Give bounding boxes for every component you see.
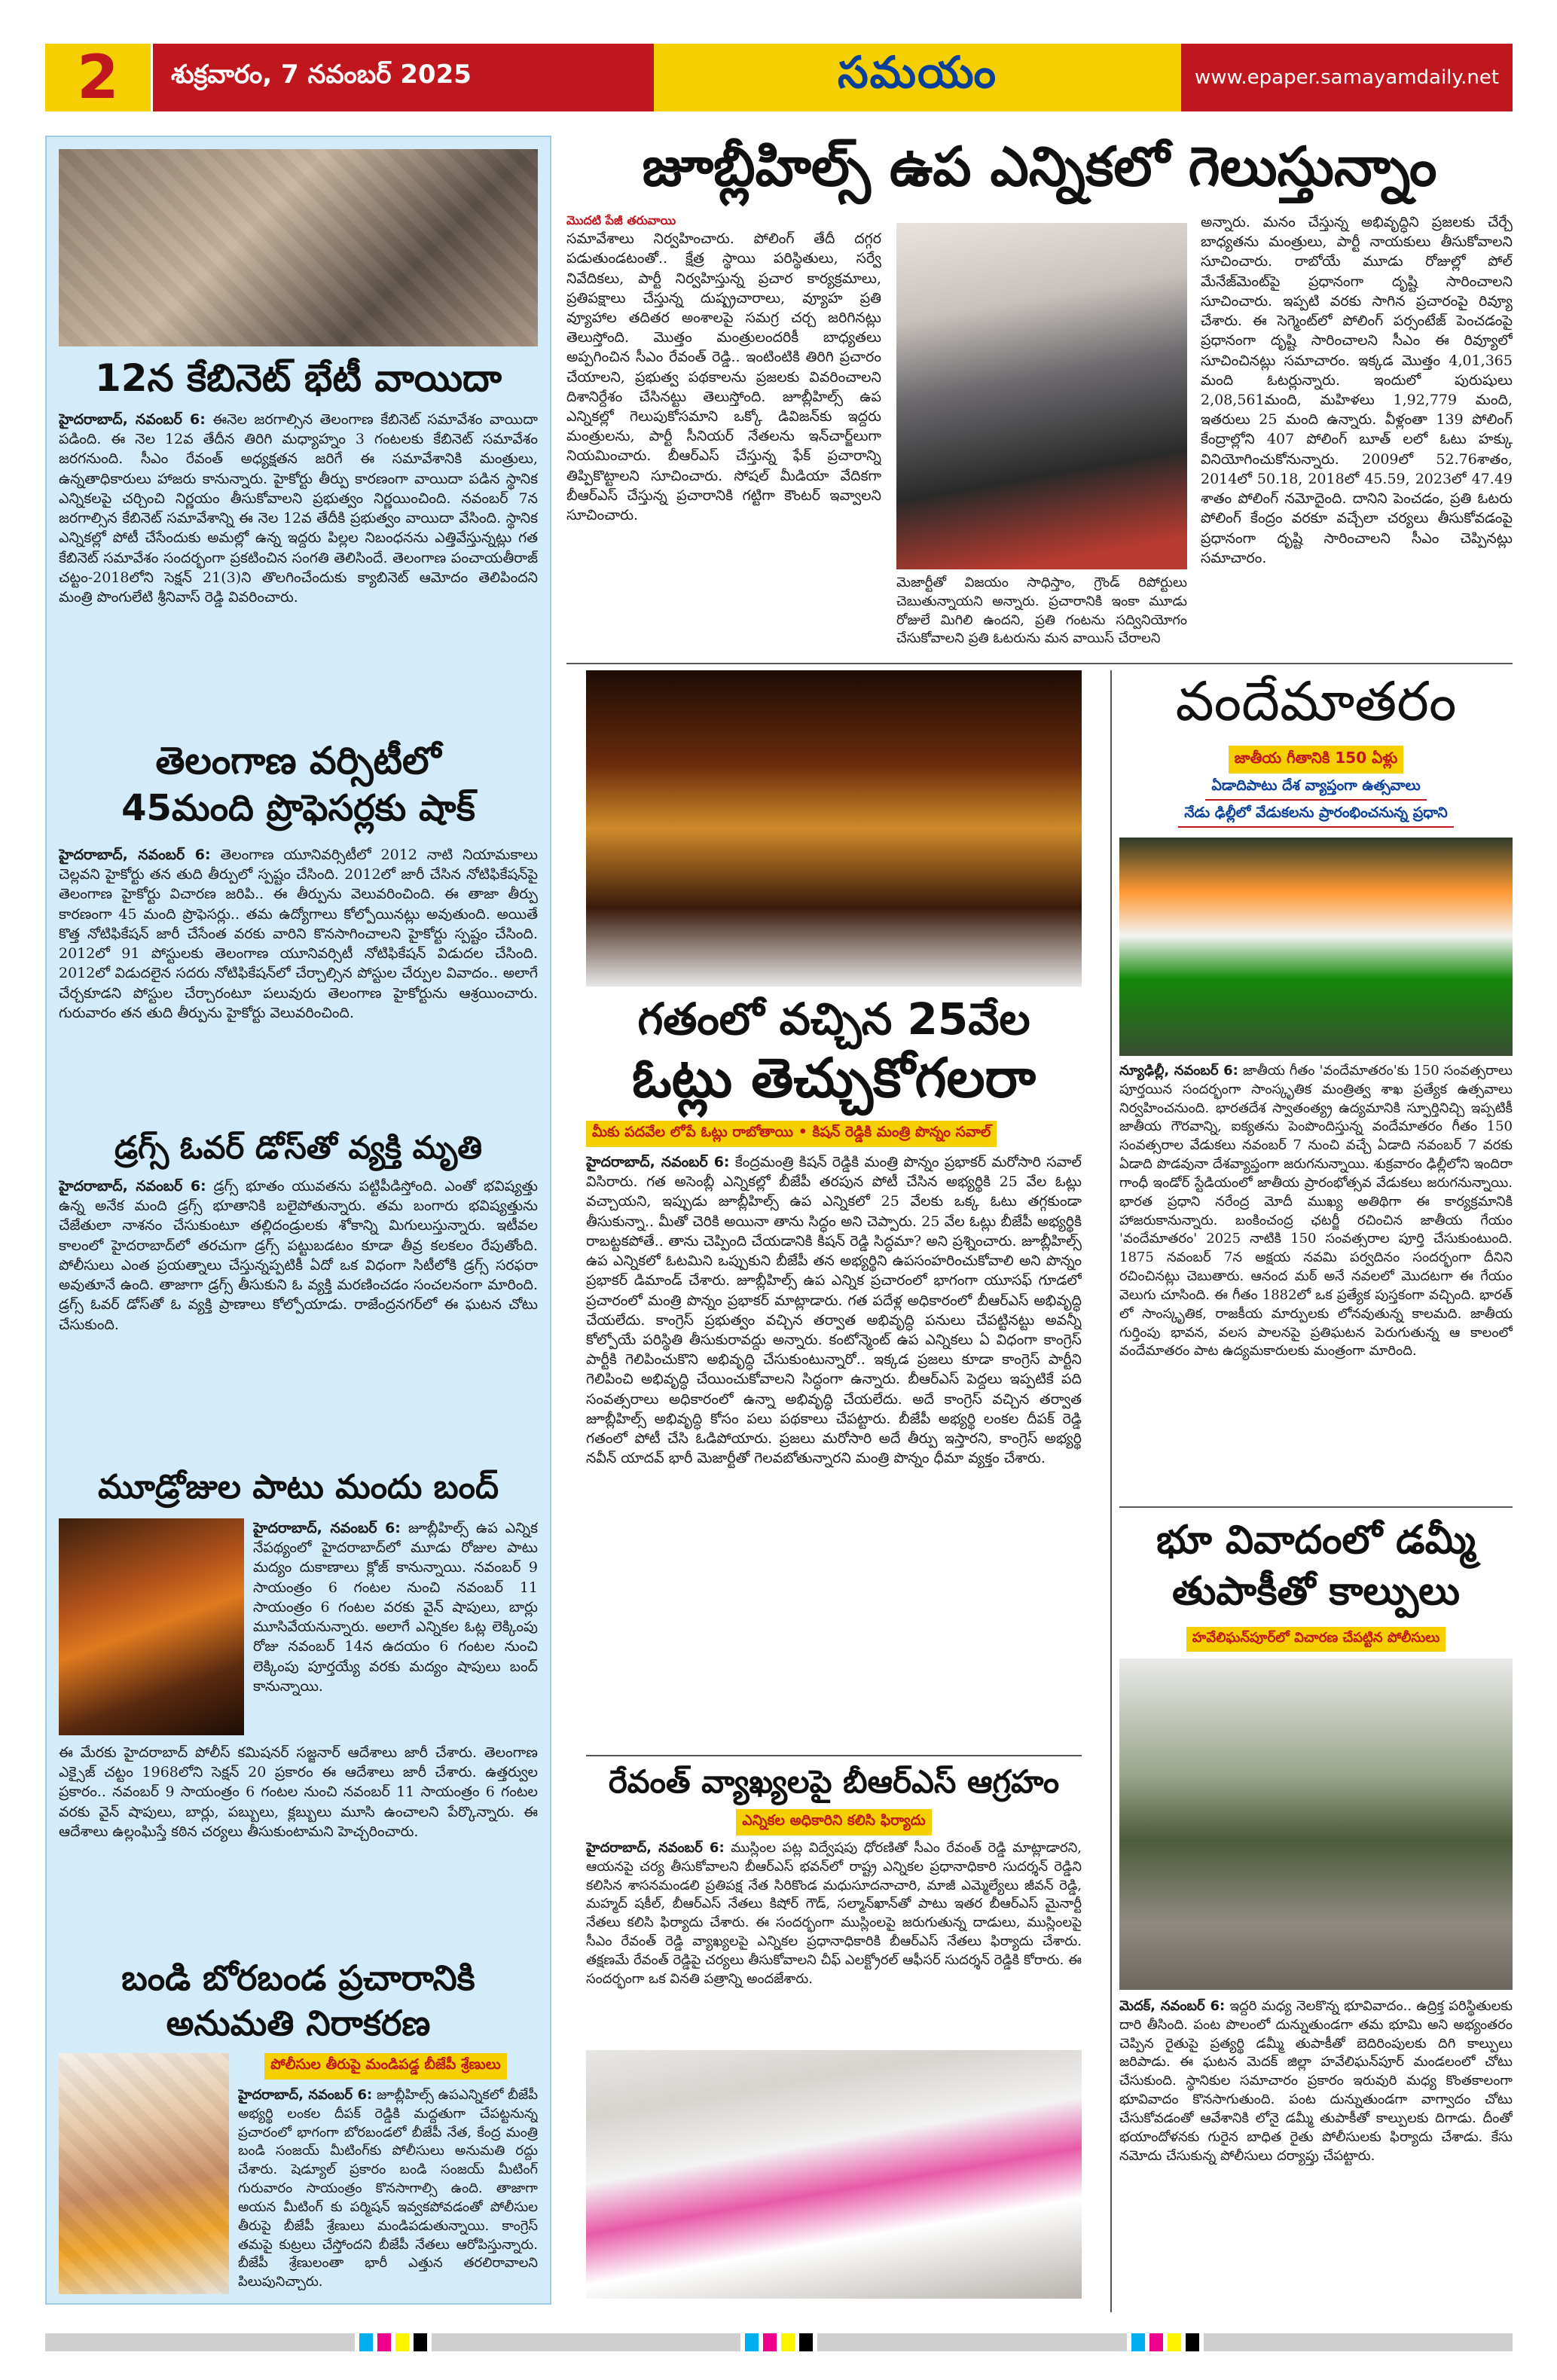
article-jubilee	[566, 136, 1513, 663]
color-bar-strip	[432, 2333, 741, 2351]
jubilee-col1-text: సమావేశాలు నిర్వహించారు. పోలింగ్ తేదీ దగ్గర పడుతుండటంతో.. క్షేత్ర స్థాయి పరిస్థితులు, సర్వే నివేదికలు, పార్టీ నిర్వహిస్తున్న ప్రచార కార్యక్రమాలు, ప్రతిపక్షాలు చేస్తున్న దుష్ప్రచారాలు, వ్యూహ ప్రతి వ్యూహాల తదితర అంశాలపై సమగ్ర చర్చ జరిగినట్లు తెలుస్తోంది. మొత్తం మంత్రులందరికీ బాధ్యతలు అప్పగించిన సీఎం రేవంత్ రెడ్డి.. ఇంటింటికి తిరిగి ప్రచారం చేయాలని, ప్రభుత్వ పథకాలను ప్రజలకు వివరించాలని దిశానిర్దేశం చేసినట్టు తెలుస్తోంది. జూబ్లీహిల్స్ ఉప ఎన్నికల్లో గెలుపుకోసమాని ఒక్కో డివిజన్‌కు ఇద్దరు మంత్రులను, పార్టీ సీనియర్ నేతలను ఇన్‌చార్జ్‌లుగా నియమించారు. బీఆర్ఎస్ చేస్తున్న ఫేక్ ప్రచారాన్ని తిప్పికొట్టాలని సూచించారు. సోషల్ మీడియా వేదికగా బీఆర్ఎస్ చేస్తున్న ప్రచారానికి గట్టిగా కౌంటర్ ఇవ్వాలని సూచించారు.	[566, 230, 881, 524]
jubilee-col3: అన్నారు. మనం చేస్తున్న అభివృద్ధిని ప్రజలకు చేర్చే బాధ్యతను మంత్రులు, పార్టీ నాయకులు తీసుకోవాలని సూచించారు. రాబోయే మూడు రోజుల్లో పోల్ మేనేజ్‌మెంట్‌పై ప్రధానంగా దృష్టి సారించాలని సూచించారు. ఇప్పటి వరకు సాగిన ప్రచారంపై రివ్యూ చేశారు. ఈ సెగ్మెంట్‌లో పోలింగ్ పర్సంటేజ్ పెంచడంపై ప్రధానంగా దృష్టి సారించాలని సీఎం ఈ రివ్యూలో సూచించినట్లు సమాచారం. ఇక్కడ మొత్తం 4,01,365 మంది ఓటర్లున్నారు. ఇందులో పురుషులు 2,08,561మంది, మహిళలు 1,92,779 మంది, ఇతరులు 25 మంది ఉన్నారు. వీళ్లంతా 139 పోలింగ్ కేంద్రాల్లోని 407 పోలింగ్ బూత్ లలో ఓటు హక్కు వినియోగించుకోనున్నారు. 2009లో 52.76శాతం, 2014లో 50.18, 2018లో 45.59, 2023లో 47.49 శాతం పోలింగ్ నమోదైంది. దానిని పెంచడం, ప్రతి ఓటరు పోలింగ్ కేంద్రం వరకూ వచ్చేలా చర్యలు తీసుకోవడంపై ప్రధానంగా దృష్టి సారించాలని సీఎం చెప్పినట్లు సమాచారం.	[1201, 214, 1513, 566]
cyan-swatch	[359, 2333, 373, 2351]
yellow-swatch	[395, 2333, 409, 2351]
magenta-swatch	[377, 2333, 391, 2351]
bandi-headline-1: బండి బోరబండ ప్రచారానికి	[121, 1958, 475, 1998]
vande-subhead-2-box	[1119, 776, 1513, 801]
bandi-body	[238, 2086, 538, 2299]
brs-body	[586, 1839, 1082, 2043]
bandi-subhead-box	[235, 2053, 536, 2079]
bandi-subhead: పోలీసుల తీరుపై మండిపడ్డ బీజేపీ శ్రేణులు	[264, 2053, 507, 2079]
yellow-swatch	[781, 2333, 795, 2351]
kishan-subhead: మీకు పదవేల లోపే ఓట్లు రాబోతాయి • కిషన్ రెడ్డికి మంత్రి పొన్నం సవాల్	[586, 1121, 997, 1147]
print-color-bar	[45, 2331, 1513, 2354]
land-dateline: మెదక్, నవంబర్ 6:	[1119, 1998, 1226, 2014]
land-subhead-box	[1119, 1627, 1513, 1652]
land-headline-1: భూ వివాదంలో డమ్మీ	[1156, 1518, 1476, 1563]
university-headline-1: తెలంగాణ వర్సిటీలో	[155, 740, 441, 783]
brs-dateline: హైదరాబాద్, నవంబర్ 6:	[586, 1840, 725, 1856]
kishan-dateline: హైదరాబాద్, నవంబర్ 6:	[586, 1154, 730, 1170]
magenta-swatch	[1149, 2333, 1163, 2351]
cyan-swatch	[1131, 2333, 1145, 2351]
rule-jubilee-bottom	[566, 663, 1513, 664]
university-body	[59, 845, 538, 1116]
brs-subhead-box	[566, 1809, 1101, 1835]
brs-text: ముస్లింల పట్ల విద్వేషపు ధోరణితో సీఎం రేవంత్ రెడ్డి మాట్లాడారని, ఆయనపై చర్య తీసుకోవాలని బీఆర్ఎస్ భవన్‌లో రాష్ట్ర ఎన్నికల ప్రధానాధికారి సుదర్శన్ రెడ్డిని కలిసిన శాసనమండలి ప్రతిపక్ష నేత సిరికొండ మధుసూదనాచారి, మాజీ ఎమ్మెల్యేలు జీవన్ రెడ్డి, మహ్మద్ షకీల్, బీఆర్ఎస్ నేతలు కిషోర్ గౌడ్, సల్మాన్‌ఖాన్‌తో పాటు ఇతర బీఆర్ఎస్ మైనార్టీ నేతలు కలిసి ఫిర్యాదు చేశారు. ఈ సందర్భంగా ముస్లింలపై జరుగుతున్న దాడులు, ముస్లింలపై సీఎం రేవంత్ రెడ్డి వ్యాఖ్యలపై ఎన్నికల ప్రధానాధికారికి బీఆర్ఎస్ నేతలు ఫిర్యాదు చేశారు. తక్షణమే రేవంత్ రెడ్డిపై చర్యలు తీసుకోవాలని చీఫ్ ఎలక్ట్రోరల్ ఆఫీసర్ సుదర్శన్ రెడ్డికి కోరారు. ఈ సందర్భంగా ఒక వినతి పత్రాన్ని అందజేశారు.	[586, 1840, 1082, 1987]
cabinet-meeting-photo	[59, 149, 538, 346]
kishan-headline-1: గతంలో వచ్చిన 25వేల	[637, 993, 1030, 1045]
jubilee-col1	[566, 212, 881, 657]
cabinet-dateline: హైదరాబాద్, నవంబర్ 6:	[59, 411, 206, 428]
revanth-speaking-photo	[896, 223, 1187, 569]
liquor-headline: మూడ్రోజుల పాటు మందు బంద్	[97, 1469, 499, 1506]
article-vande	[1119, 670, 1513, 1499]
rule-right-column	[1110, 670, 1112, 2312]
vande-text: జాతీయ గీతం 'వందేమాతరం'కు 150 సంవత్సరాలు పూర్తయిన సందర్భంగా సాంస్కృతిక మంత్రిత్వ శాఖ ప్రత్యేక ఉత్సవాలు నిర్వహించనుంది. భారతదేశ స్వాతంత్య్ర ఉద్యమానికి స్ఫూర్తినిచ్చి ఇప్పటికీ జాతీయ గౌరవాన్ని, ఐక్యతను పెంపొందిస్తున్న వందేమాతరం గీతం 150 సంవత్సరాల వేడుకలు నవంబర్ 7 నుంచి వచ్చే ఏడాది నవంబర్ 7 వరకు ఏడాది పొడవునా దేశవ్యాప్తంగా జరుగనున్నాయి. శుక్రవారం ఢిల్లీలోని ఇందిరా గాంధీ ఇండోర్ స్టేడియంలో జాతీయ ప్రారంభోత్సవ వేడుకలు జరుగనున్నాయి. భారత ప్రధాని నరేంద్ర మోదీ ముఖ్య అతిథిగా ఈ కార్యక్రమానికి హాజరుకానున్నారు. బంకించంద్ర ఛటర్జీ రచించిన జాతీయ గేయం 'వందేమాతరం' 2025 నాటికి 150 సంవత్సరాల పూర్తి చేసుకుంటుంది. 1875 నవంబర్ 7న అక్షయ నవమి పర్వదినం సందర్భంగా దీనిని రచించినట్లు చెబుతారు. ఆనంద మఠ్ అనే నవలలో మొదటగా ఈ గేయం వెలుగు చూసింది. ఈ గీతం 1882లో ఒక ప్రత్యేక పుస్తకంగా వచ్చింది. భారత్ లో సాంస్కృతిక, రాజకీయ మార్పులకు లోనవుతున్న కాలమది. జాతీయ గుర్తింపు భావన, వలస పాలనపై ప్రతిఘటన పెరుగుతున్న ఆ కాలంలో వందేమాతరం పాట ఉద్యమకారులకు మంత్రంగా మారింది.	[1119, 1063, 1513, 1359]
jubilee-byline: మొదటి పేజీ తరువాయి	[566, 213, 676, 227]
article-drugs	[47, 1130, 550, 1461]
land-text: ఇద్దరి మధ్య నెలకొన్న భూవివాదం.. ఉద్రిక్త పరిస్థితులకు దారి తీసింది. పంట పొలంలో దున్నుతుండగా తమ భూమి అని అభ్యంతరం చెప్పిన రైతుపై ప్రత్యర్థి డమ్మీ తుపాకీతో బెదిరింపులకు దిగి కాల్పులు జరిపాడు. ఈ ఘటన మెదక్ జిల్లా హవేలిఘన్‌పూర్ మండలంలో చోటు చేసుకుంది. స్థానికుల సమాచారం ప్రకారం ఇరువురి మధ్య కొంతకాలంగా భూవివాదం కొనసాగుతుంది. పంట దున్నుతుండగా వాగ్వాదం చోటు చేసుకోవడంతో ఆవేశానికి లోనై డమ్మీ తుపాకీతో కాల్పులకు దిగాడు. దీంతో భయాందోళనకు గురైన బాధిత రైతు పోలీసులకు ఫిర్యాదు చేశాడు. కేసు నమోదు చేసుకున్న పోలీసులు దర్యాప్తు చేపట్టారు.	[1119, 1998, 1513, 2164]
kishan-text: కేంద్రమంత్రి కిషన్ రెడ్డికి మంత్రి పొన్నం ప్రభాకర్ మరోసారి సవాల్ విసిరారు. గత అసెంబ్లీ ఎన్నికల్లో బీజేపీ తరపున పోటీ చేసిన అభ్యర్థికి 25 వేల ఓట్లు వచ్చాయని, ఇప్పుడు జూబ్లీహిల్స్ ఉప ఎన్నికలో 25 వేలకు ఒక్క ఓటు తగ్గకుండా తీసుకున్నా.. మీతో చెరికి అయినా తాను సిద్ధం అని చెప్పారు. 25 వేల ఓట్లు బీజేపీ అభ్యర్థికి రాబట్టకపోతే.. తాను చెప్పింది చేయడానికి కిషన్ రెడ్డి సిద్ధమా? అని ప్రశ్నించారు. జూబ్లీహిల్స్ ఉప ఎన్నికలో ఓటమిని ఒప్పుకుని బీజేపీ తన అభ్యర్థిని ఉపసంహరించుకోవాలి అని పొన్నం ప్రభాకర్ డిమాండ్ చేశారు. జూబ్లీహిల్స్ ఉప ఎన్నిక ప్రచారంలో భాగంగా యూసఫ్ గూడలో ప్రచారంలో మంత్రి పొన్నం ప్రభాకర్ మాట్లాడారు. గత పదేళ్ల అధికారంలో బీఆర్ఎస్ అభివృద్ధి చేయలేదు. కాంగ్రెస్ ప్రభుత్వం వచ్చిన తర్వాత అభివృద్ధి పనులు చేపట్టినట్టు అవన్నీ కోల్పోయే పరిస్థితి తీసుకురావద్దు అన్నారు. కంటోన్మెంట్ ఉప ఎన్నికలు ఏ విధంగా కాంగ్రెస్ పార్టీకి గెలిపించుకొని అభివృద్ధి చేసుకుంటున్నారో.. ఇక్కడ ప్రజలు కూడా కాంగ్రెస్ పార్టీని గెలిపించి అభివృద్ధి చేయించుకోవాలని సిద్ధంగా ఉన్నారు. బీఆర్ఎస్ పెద్దలు ఇప్పటికే పది సంవత్సరాలు అధికారంలో ఉన్నా అభివృద్ధి చేయలేదు. అదే కాంగ్రెస్ వచ్చిన తర్వాత జూబ్లీహిల్స్ అభివృద్ధి కోసం పలు పథకాలు చేపట్టారు. బీజేపీ అభ్యర్థి లంకల దీపక్ రెడ్డి గతంలో పోటీ చేసి ఓడిపోయారు. ప్రజలు మరోసారి అదే తీర్పు ఇస్తారని, కాంగ్రెస్ అభ్యర్థి నవీన్ యాదవ్ భారీ మెజార్టీతో గెలవబోతున్నారని మంత్రి పొన్నం ధీమా వ్యక్తం చేశారు.	[586, 1154, 1082, 1467]
kishan-headline-2: ఓట్లు తెచ్చుకోగలరా	[632, 1046, 1036, 1109]
cabinet-body	[59, 410, 538, 726]
rule-brs-top	[586, 1755, 1082, 1756]
article-brs	[566, 1755, 1101, 2312]
vande-headline: వందేమాతరం	[1175, 670, 1457, 733]
land-body	[1119, 1997, 1513, 2306]
article-kishan	[566, 670, 1101, 1747]
brs-subhead: ఎన్నికల అధికారిని కలిసి ఫిర్యాదు	[736, 1809, 931, 1835]
brs-headline: రేవంత్ వ్యాఖ్యలపై బీఆర్ఎస్ ఆగ్రహం	[608, 1763, 1060, 1800]
cabinet-text: ఈనెల జరగాల్సిన తెలంగాణ కేబినెట్ సమావేశం వాయిదా పడింది. ఈ నెల 12వ తేదీన తిరిగి మధ్యాహ్నం 3 గంటలకు కేబినెట్ సమావేశం జరగనుంది. సీఎం రేవంత్ అధ్యక్షతన జరిగే ఈ సమావేశానికి మంత్రులు, ఉన్నతాధికారులు హాజరు కానున్నారు. హైకోర్టు తీర్పు కారణంగా వాయిదా పడిన స్థానిక ఎన్నికలపై చర్చించి నిర్ణయం తీసుకోవాలని ప్రభుత్వం నిర్ణయించింది. నవంబర్ 7న జరగాల్సిన కేబినెట్ సమావేశాన్ని ఈ నెల 12వ తేదీకి ప్రభుత్వం వాయిదా వేసింది. స్థానిక ఎన్నికల్లో పోటీ చేసేందుకు అమల్లో ఉన్న ఇద్దరు పిల్లల నిబంధనను ఎత్తివేస్తున్నట్లు గత కేబినెట్ సమావేశం సందర్భంగా ప్రకటించిన సంగతి తెలిసిందే. తెలంగాణ పంచాయతీరాజ్ చట్టం-2018లోని సెక్షన్ 21(3)ని తొలగించేందుకు క్యాబినెట్ ఆమోదం తెలిపిందని మంత్రి పొంగులేటి శ్రీనివాస్ రెడ్డి వివరించారు.	[59, 411, 538, 606]
black-swatch	[414, 2333, 427, 2351]
drugs-body	[59, 1176, 538, 1455]
rule-land-top	[1119, 1506, 1513, 1508]
liquor-dateline: హైదరాబాద్, నవంబర్ 6:	[253, 1520, 401, 1536]
yellow-swatch	[1168, 2333, 1181, 2351]
vande-subhead-1: జాతీయ గీతానికి 150 ఏళ్లు	[1229, 746, 1403, 774]
vande-subhead-3-box	[1119, 803, 1513, 828]
liquor-text-1: జూబ్లీహిల్స్ ఉప ఎన్నిక నేపథ్యంలో హైదరాబాద్‌లో మూడు రోజుల పాటు మద్యం దుకాణాలు క్లోజ్ కానున్నాయి. నవంబర్ 9 సాయంత్రం 6 గంటల నుంచి నవంబర్ 11 సాయంత్రం 6 గంటల వరకు వైన్ షాపులు, బార్లు మూసివేయనున్నారు. అలాగే ఎన్నికల ఓట్ల లెక్కింపు రోజు నవంబర్ 14న ఉదయం 6 గంటల నుంచి లెక్కింపు పూర్తయ్యే వరకు మద్యం షాపులు బంద్ కానున్నాయి.	[253, 1520, 538, 1695]
land-headline-2: తుపాకీతో కాల్పులు	[1171, 1569, 1461, 1614]
newspaper-logo: సమయం	[837, 46, 998, 98]
jubilee-photo-caption: మెజార్టీతో విజయం సాధిస్తాం, గ్రౌండ్ రిపోర్టులు చెబుతున్నాయని అన్నారు. ప్రచారానికి ఇంకా మూడు రోజులే మిగిలి ఉందని, ప్రతి గంటను సద్వినియోగం చేసుకోవాలని ప్రతి ఓటరును మన వాయిస్ చేరాలని	[896, 575, 1187, 647]
color-bar-strip	[1204, 2333, 1513, 2351]
university-text: తెలంగాణ యూనివర్సిటీలో 2012 నాటి నియామకాలు చెల్లవని హైకోర్టు తన తుది తీర్పులో స్పష్టం చేసింది. 2012లో జారీ చేసిన నోటిఫికేషన్‌పై తెలంగాణ హైకోర్టు విచారణ జరిపి.. ఈ తీర్పును వెలువరించింది. ఈ తాజా తీర్పు కారణంగా 45 మంది ప్రొఫెసర్లు.. తమ ఉద్యోగాలు కోల్పోయినట్లు అవుతుంది. అయితే కొత్త నోటిఫికేషన్ జారీ చేసేంత వరకు వారిని కొనసాగించాలని హైకోర్టు స్పష్టం చేసింది. 2012లో 91 పోస్టులకు తెలంగాణ యూనివర్సిటీ నోటిఫికేషన్ విడుదల చేసింది. 2012లో విడుదలైన సదరు నోటిఫికేషన్‌లో చేర్చాల్సిన పోస్టుల చేర్పుల వివాదం.. అలాగే చేర్చకూడని పోస్టుల చేర్చారంటూ పలువురు తెలంగాణ హైకోర్టును ఆశ్రయించారు. గురువారం తన తుది తీర్పును హైకోర్టు వెలువరించింది.	[59, 847, 538, 1021]
vande-subhead-1-box	[1119, 746, 1513, 774]
supreme-court-montage-photo	[586, 670, 1082, 987]
color-bar-strip	[817, 2333, 1127, 2351]
vande-subhead-2: ఏడాదిపాటు దేశ వ్యాప్తంగా ఉత్సవాలు	[1205, 776, 1426, 801]
bandi-sanjay-photo	[59, 2053, 229, 2294]
liquor-body-1	[253, 1518, 538, 1737]
page-number: 2	[45, 44, 151, 111]
masthead-logo-box	[654, 44, 1181, 111]
dummy-gun-incident-photo	[1119, 1658, 1513, 1990]
jubilee-headline: జూబ్లీహిల్స్ ఉప ఎన్నికలో గెలుస్తున్నాం	[642, 136, 1437, 198]
bandi-dateline: హైదరాబాద్, నవంబర్ 6:	[238, 2087, 373, 2103]
article-land	[1119, 1506, 1513, 2312]
cabinet-headline: 12న కేబినెట్ భేటీ వాయిదా	[94, 356, 502, 400]
bandi-headline-2: అనుమతి నిరాకరణ	[166, 2003, 431, 2043]
bandi-text: జూబ్లీహిల్స్ ఉపఎన్నికలో బీజేపీ అభ్యర్థి లంకల దీపక్ రెడ్డికి మద్దతుగా చేపట్టనున్న ప్రచారంలో భాగంగా బోరబండలో బీజేపీ నేత, కేంద్ర మంత్రి బండి సంజయ్ మీటింగ్‌కు పోలీసులు అనుమతి రద్దు చేశారు. షెడ్యూల్ ప్రకారం బండి సంజయ్ మీటింగ్ గురువారం సాయంత్రం కొనసాగాల్సి ఉంది. తాజాగా అయన మీటింగ్ కు పర్మిషన్ ఇవ్వకపోవడంతో పోలీసుల తీరుపై బీజేపీ శ్రేణులు మండిపడుతున్నాయి. కాంగ్రెస్ తమపై కుట్రలు చేస్తోందని బీజేపీ నేతలు ఆరోపిస్తున్నారు. బీజేపీ శ్రేణులంతా భారీ ఎత్తున తరలిరావాలని పిలుపునిచ్చారు.	[238, 2087, 538, 2290]
article-university	[47, 740, 550, 1124]
vande-subhead-3: నేడు ఢిల్లీలో వేడుకలను ప్రారంభించనున్న ప్రధాని	[1178, 803, 1454, 828]
black-swatch	[1186, 2333, 1199, 2351]
masthead	[45, 44, 1513, 111]
brs-delegation-photo	[586, 2050, 1082, 2299]
magenta-swatch	[763, 2333, 777, 2351]
liquor-bottles-photo	[59, 1518, 244, 1735]
cyan-swatch	[745, 2333, 759, 2351]
liquor-body-2: ఈ మేరకు హైదరాబాద్ పోలీస్ కమిషనర్ సజ్జనార్ ఆదేశాలు జారీ చేశారు. తెలంగాణ ఎక్సైజ్ చట్టం 1968లోని సెక్షన్ 20 ప్రకారం ఈ ఆదేశాలు జారీ చేశారు. ఉత్తర్వుల ప్రకారం.. నవంబర్ 9 సాయంత్రం 6 గంటల నుంచి నవంబర్ 11 సాయంత్రం 6 గంటల వరకు వైన్ షాపులు, బార్లు, పబ్బులు, క్లబ్బులు మూసి ఉంచాలని పేర్కొన్నారు. ఈ ఆదేశాలు ఉల్లంఘిస్తే కఠిన చర్యలు తీసుకుంటామని హెచ్చరించారు.	[59, 1744, 538, 1840]
land-subhead: హవేలిఘన్‌పూర్‌లో విచారణ చేపట్టిన పోలీసులు	[1186, 1627, 1446, 1652]
vande-body	[1119, 1062, 1513, 1493]
black-swatch	[799, 2333, 813, 2351]
drugs-dateline: హైదరాబాద్, నవంబర్ 6:	[59, 1178, 206, 1195]
drugs-text: డ్రగ్స్ భూతం యువతను పట్టిపీడిస్తోంది. ఎంతో భవిష్యత్తు ఉన్న అనేక మంది డ్రగ్స్ భూతానికి బలైపోతున్నారు. తమ బంగారు భవిష్యత్తును చేజేతులా నాశనం చేసుకుంటూ తల్లిదండ్రులకు శోకాన్ని మిగులుస్తున్నారు. ఇటీవల కాలంలో హైదరాబాద్‌లో తరచుగా డ్రగ్స్ పట్టుబడటం కూడా తీవ్ర కలకలం రేపుతోంది. పోలీసులు ఎంత ప్రయత్నాలు చేస్తున్నప్పటికీ ఏదో ఒక విధంగా సిటీలోకి డ్రగ్స్ సరఫరా అవుతూనే ఉంది. తాజాగా డ్రగ్స్ తీసుకుని ఓ వ్యక్తి మరణించడం సంచలనంగా మారింది. డ్రగ్స్ ఓవర్ డోస్‌తో ఓ వ్యక్తి ప్రాణాలు కోల్పోయాడు. రాజేంద్రనగర్‌లో ఈ ఘటన చోటు చేసుకుంది.	[59, 1178, 538, 1333]
issue-date: శుక్రవారం, 7 నవంబర్ 2025	[151, 44, 654, 111]
kishan-subhead-box	[586, 1121, 1082, 1147]
left-column	[45, 136, 551, 2305]
vande-dateline: న్యూఢిల్లీ, నవంబర్ 6:	[1119, 1063, 1238, 1079]
color-bar-strip	[45, 2333, 355, 2351]
article-bandi	[47, 1958, 550, 2305]
tricolor-flags-photo	[1119, 838, 1513, 1056]
drugs-headline: డ్రగ్స్ ఓవర్ డోస్‌తో వ్యక్తి మృతి	[114, 1130, 483, 1166]
website-url[interactable]: www.epaper.samayamdaily.net	[1181, 44, 1513, 111]
article-liquor	[47, 1469, 550, 1951]
kishan-body	[586, 1152, 1082, 1740]
university-headline-2: 45మంది ప్రొఫెసర్లకు షాక్	[121, 787, 475, 829]
university-dateline: హైదరాబాద్, నవంబర్ 6:	[59, 847, 211, 863]
article-cabinet	[47, 137, 550, 732]
